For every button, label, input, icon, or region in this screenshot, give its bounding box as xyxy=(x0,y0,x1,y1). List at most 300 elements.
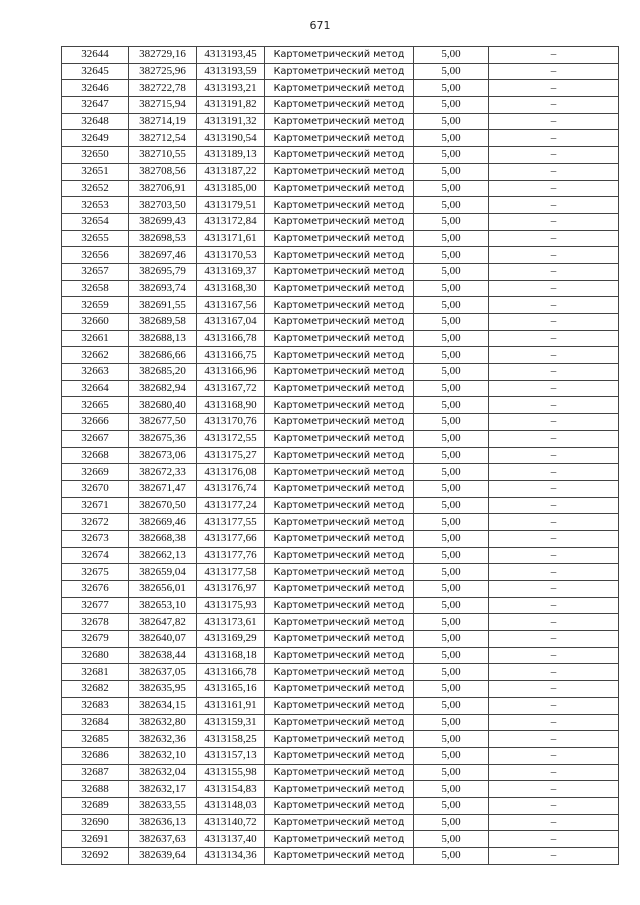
point-number-cell: 32669 xyxy=(62,464,129,481)
table-row xyxy=(62,464,619,481)
method-text: Картометрический метод xyxy=(273,700,405,712)
method-text: Картометрический метод xyxy=(273,166,405,178)
description-cell: – xyxy=(489,380,619,397)
method-text: Картометрический метод xyxy=(273,633,405,645)
y-coordinate-cell: 4313166,96 xyxy=(197,364,265,381)
table-row xyxy=(62,314,619,331)
y-coordinate-cell: 4313169,29 xyxy=(197,631,265,648)
accuracy-value-cell: 5,00 xyxy=(414,347,489,364)
accuracy-value-cell: 5,00 xyxy=(414,97,489,114)
accuracy-value-cell: 5,00 xyxy=(414,197,489,214)
method-cell xyxy=(265,147,414,164)
x-coordinate-cell: 382633,55 xyxy=(129,797,197,814)
point-number-cell: 32675 xyxy=(62,564,129,581)
method-cell xyxy=(265,497,414,514)
method-text: Картометрический метод xyxy=(273,616,405,628)
x-coordinate-cell: 382697,46 xyxy=(129,247,197,264)
x-coordinate-cell: 382632,36 xyxy=(129,731,197,748)
description-cell: – xyxy=(489,47,619,64)
x-coordinate-cell: 382682,94 xyxy=(129,380,197,397)
accuracy-value-cell: 5,00 xyxy=(414,113,489,130)
y-coordinate-cell: 4313173,61 xyxy=(197,614,265,631)
description-cell: – xyxy=(489,414,619,431)
table-row xyxy=(62,514,619,531)
description-cell: – xyxy=(489,514,619,531)
y-coordinate-cell: 4313158,25 xyxy=(197,731,265,748)
method-cell xyxy=(265,314,414,331)
x-coordinate-cell: 382703,50 xyxy=(129,197,197,214)
method-text: Картометрический метод xyxy=(273,733,405,745)
method-text: Картометрический метод xyxy=(273,716,405,728)
y-coordinate-cell: 4313191,82 xyxy=(197,97,265,114)
x-coordinate-cell: 382632,17 xyxy=(129,781,197,798)
point-number-cell: 32673 xyxy=(62,530,129,547)
point-number-cell: 32686 xyxy=(62,747,129,764)
method-text: Картометрический метод xyxy=(273,149,405,161)
x-coordinate-cell: 382677,50 xyxy=(129,414,197,431)
table-row xyxy=(62,681,619,698)
x-coordinate-cell: 382706,91 xyxy=(129,180,197,197)
x-coordinate-cell: 382640,07 xyxy=(129,631,197,648)
accuracy-value-cell: 5,00 xyxy=(414,414,489,431)
y-coordinate-cell: 4313193,59 xyxy=(197,63,265,80)
table-row xyxy=(62,364,619,381)
method-cell xyxy=(265,280,414,297)
method-cell xyxy=(265,797,414,814)
method-cell xyxy=(265,597,414,614)
method-cell xyxy=(265,97,414,114)
point-number-cell: 32661 xyxy=(62,330,129,347)
y-coordinate-cell: 4313167,56 xyxy=(197,297,265,314)
x-coordinate-cell: 382693,74 xyxy=(129,280,197,297)
table-row xyxy=(62,397,619,414)
description-cell: – xyxy=(489,447,619,464)
method-cell xyxy=(265,213,414,230)
x-coordinate-cell: 382708,56 xyxy=(129,163,197,180)
y-coordinate-cell: 4313140,72 xyxy=(197,814,265,831)
description-cell: – xyxy=(489,180,619,197)
y-coordinate-cell: 4313148,03 xyxy=(197,797,265,814)
description-cell: – xyxy=(489,280,619,297)
point-number-cell: 32682 xyxy=(62,681,129,698)
method-text: Картометрический метод xyxy=(273,216,405,228)
method-text: Картометрический метод xyxy=(273,366,405,378)
table-row xyxy=(62,530,619,547)
accuracy-value-cell: 5,00 xyxy=(414,80,489,97)
point-number-cell: 32665 xyxy=(62,397,129,414)
table-row xyxy=(62,347,619,364)
accuracy-value-cell: 5,00 xyxy=(414,480,489,497)
point-number-cell: 32644 xyxy=(62,47,129,64)
table-row xyxy=(62,614,619,631)
table-row xyxy=(62,647,619,664)
description-cell: – xyxy=(489,597,619,614)
accuracy-value-cell: 5,00 xyxy=(414,63,489,80)
table-row xyxy=(62,597,619,614)
table-row xyxy=(62,297,619,314)
accuracy-value-cell: 5,00 xyxy=(414,681,489,698)
table-row xyxy=(62,247,619,264)
y-coordinate-cell: 4313172,55 xyxy=(197,430,265,447)
point-number-cell: 32655 xyxy=(62,230,129,247)
description-cell: – xyxy=(489,347,619,364)
method-text: Картометрический метод xyxy=(273,466,405,478)
method-text: Картометрический метод xyxy=(273,600,405,612)
table-row xyxy=(62,230,619,247)
y-coordinate-cell: 4313159,31 xyxy=(197,714,265,731)
accuracy-value-cell: 5,00 xyxy=(414,697,489,714)
y-coordinate-cell: 4313167,72 xyxy=(197,380,265,397)
y-coordinate-cell: 4313168,18 xyxy=(197,647,265,664)
y-coordinate-cell: 4313167,04 xyxy=(197,314,265,331)
point-number-cell: 32674 xyxy=(62,547,129,564)
x-coordinate-cell: 382695,79 xyxy=(129,263,197,280)
method-cell xyxy=(265,764,414,781)
table-row xyxy=(62,280,619,297)
description-cell: – xyxy=(489,430,619,447)
x-coordinate-cell: 382671,47 xyxy=(129,480,197,497)
description-cell: – xyxy=(489,197,619,214)
table-row xyxy=(62,80,619,97)
method-cell xyxy=(265,831,414,848)
accuracy-value-cell: 5,00 xyxy=(414,848,489,865)
accuracy-value-cell: 5,00 xyxy=(414,747,489,764)
table-row xyxy=(62,47,619,64)
x-coordinate-cell: 382632,10 xyxy=(129,747,197,764)
accuracy-value-cell: 5,00 xyxy=(414,564,489,581)
point-number-cell: 32670 xyxy=(62,480,129,497)
y-coordinate-cell: 4313179,51 xyxy=(197,197,265,214)
method-text: Картометрический метод xyxy=(273,549,405,561)
x-coordinate-cell: 382680,40 xyxy=(129,397,197,414)
method-text: Картометрический метод xyxy=(273,783,405,795)
x-coordinate-cell: 382688,13 xyxy=(129,330,197,347)
method-cell xyxy=(265,631,414,648)
accuracy-value-cell: 5,00 xyxy=(414,547,489,564)
x-coordinate-cell: 382729,16 xyxy=(129,47,197,64)
method-cell xyxy=(265,63,414,80)
point-number-cell: 32684 xyxy=(62,714,129,731)
method-cell xyxy=(265,547,414,564)
method-cell xyxy=(265,380,414,397)
description-cell: – xyxy=(489,664,619,681)
method-cell xyxy=(265,614,414,631)
method-text: Картометрический метод xyxy=(273,282,405,294)
accuracy-value-cell: 5,00 xyxy=(414,631,489,648)
method-text: Картометрический метод xyxy=(273,516,405,528)
accuracy-value-cell: 5,00 xyxy=(414,47,489,64)
table-row xyxy=(62,63,619,80)
x-coordinate-cell: 382632,04 xyxy=(129,764,197,781)
x-coordinate-cell: 382653,10 xyxy=(129,597,197,614)
description-cell: – xyxy=(489,364,619,381)
y-coordinate-cell: 4313177,24 xyxy=(197,497,265,514)
method-cell xyxy=(265,480,414,497)
method-cell xyxy=(265,230,414,247)
point-number-cell: 32645 xyxy=(62,63,129,80)
method-text: Картометрический метод xyxy=(273,499,405,511)
method-text: Картометрический метод xyxy=(273,99,405,111)
point-number-cell: 32690 xyxy=(62,814,129,831)
table-row xyxy=(62,180,619,197)
description-cell: – xyxy=(489,63,619,80)
method-cell xyxy=(265,47,414,64)
accuracy-value-cell: 5,00 xyxy=(414,297,489,314)
table-row xyxy=(62,497,619,514)
description-cell: – xyxy=(489,681,619,698)
x-coordinate-cell: 382637,05 xyxy=(129,664,197,681)
x-coordinate-cell: 382656,01 xyxy=(129,581,197,598)
method-text: Картометрический метод xyxy=(273,683,405,695)
point-number-cell: 32662 xyxy=(62,347,129,364)
table-row xyxy=(62,797,619,814)
method-cell xyxy=(265,414,414,431)
point-number-cell: 32683 xyxy=(62,697,129,714)
x-coordinate-cell: 382689,58 xyxy=(129,314,197,331)
accuracy-value-cell: 5,00 xyxy=(414,781,489,798)
accuracy-value-cell: 5,00 xyxy=(414,714,489,731)
table-row xyxy=(62,547,619,564)
accuracy-value-cell: 5,00 xyxy=(414,213,489,230)
point-number-cell: 32659 xyxy=(62,297,129,314)
y-coordinate-cell: 4313176,74 xyxy=(197,480,265,497)
method-text: Картометрический метод xyxy=(273,299,405,311)
table-row xyxy=(62,581,619,598)
point-number-cell: 32692 xyxy=(62,848,129,865)
table-row xyxy=(62,380,619,397)
accuracy-value-cell: 5,00 xyxy=(414,814,489,831)
x-coordinate-cell: 382639,64 xyxy=(129,848,197,865)
accuracy-value-cell: 5,00 xyxy=(414,831,489,848)
y-coordinate-cell: 4313185,00 xyxy=(197,180,265,197)
accuracy-value-cell: 5,00 xyxy=(414,497,489,514)
x-coordinate-cell: 382685,20 xyxy=(129,364,197,381)
y-coordinate-cell: 4313177,55 xyxy=(197,514,265,531)
point-number-cell: 32668 xyxy=(62,447,129,464)
method-cell xyxy=(265,163,414,180)
accuracy-value-cell: 5,00 xyxy=(414,731,489,748)
table-row xyxy=(62,731,619,748)
accuracy-value-cell: 5,00 xyxy=(414,147,489,164)
method-cell xyxy=(265,197,414,214)
accuracy-value-cell: 5,00 xyxy=(414,581,489,598)
y-coordinate-cell: 4313137,40 xyxy=(197,831,265,848)
y-coordinate-cell: 4313190,54 xyxy=(197,130,265,147)
point-number-cell: 32647 xyxy=(62,97,129,114)
table-row xyxy=(62,330,619,347)
method-text: Картометрический метод xyxy=(273,850,405,862)
method-cell xyxy=(265,530,414,547)
description-cell: – xyxy=(489,163,619,180)
y-coordinate-cell: 4313189,13 xyxy=(197,147,265,164)
point-number-cell: 32681 xyxy=(62,664,129,681)
method-text: Картометрический метод xyxy=(273,66,405,78)
point-number-cell: 32658 xyxy=(62,280,129,297)
method-cell xyxy=(265,514,414,531)
x-coordinate-cell: 382725,96 xyxy=(129,63,197,80)
y-coordinate-cell: 4313154,83 xyxy=(197,781,265,798)
method-cell xyxy=(265,397,414,414)
y-coordinate-cell: 4313155,98 xyxy=(197,764,265,781)
description-cell: – xyxy=(489,714,619,731)
y-coordinate-cell: 4313157,13 xyxy=(197,747,265,764)
description-cell: – xyxy=(489,130,619,147)
table-row xyxy=(62,764,619,781)
y-coordinate-cell: 4313172,84 xyxy=(197,213,265,230)
method-cell xyxy=(265,263,414,280)
method-text: Картометрический метод xyxy=(273,583,405,595)
table-row xyxy=(62,747,619,764)
accuracy-value-cell: 5,00 xyxy=(414,280,489,297)
description-cell: – xyxy=(489,80,619,97)
accuracy-value-cell: 5,00 xyxy=(414,764,489,781)
description-cell: – xyxy=(489,247,619,264)
method-cell xyxy=(265,714,414,731)
y-coordinate-cell: 4313166,75 xyxy=(197,347,265,364)
x-coordinate-cell: 382636,13 xyxy=(129,814,197,831)
method-cell xyxy=(265,447,414,464)
accuracy-value-cell: 5,00 xyxy=(414,364,489,381)
y-coordinate-cell: 4313168,30 xyxy=(197,280,265,297)
method-cell xyxy=(265,347,414,364)
y-coordinate-cell: 4313166,78 xyxy=(197,664,265,681)
description-cell: – xyxy=(489,113,619,130)
description-cell: – xyxy=(489,530,619,547)
y-coordinate-cell: 4313175,93 xyxy=(197,597,265,614)
x-coordinate-cell: 382637,63 xyxy=(129,831,197,848)
table-row xyxy=(62,664,619,681)
description-cell: – xyxy=(489,97,619,114)
x-coordinate-cell: 382662,13 xyxy=(129,547,197,564)
point-number-cell: 32666 xyxy=(62,414,129,431)
point-number-cell: 32656 xyxy=(62,247,129,264)
point-number-cell: 32657 xyxy=(62,263,129,280)
y-coordinate-cell: 4313175,27 xyxy=(197,447,265,464)
accuracy-value-cell: 5,00 xyxy=(414,130,489,147)
description-cell: – xyxy=(489,814,619,831)
y-coordinate-cell: 4313177,66 xyxy=(197,530,265,547)
x-coordinate-cell: 382675,36 xyxy=(129,430,197,447)
method-cell xyxy=(265,747,414,764)
point-number-cell: 32672 xyxy=(62,514,129,531)
accuracy-value-cell: 5,00 xyxy=(414,180,489,197)
y-coordinate-cell: 4313176,08 xyxy=(197,464,265,481)
description-cell: – xyxy=(489,614,619,631)
description-cell: – xyxy=(489,848,619,865)
accuracy-value-cell: 5,00 xyxy=(414,664,489,681)
point-number-cell: 32660 xyxy=(62,314,129,331)
point-number-cell: 32671 xyxy=(62,497,129,514)
method-cell xyxy=(265,848,414,865)
table-row xyxy=(62,147,619,164)
method-cell xyxy=(265,113,414,130)
y-coordinate-cell: 4313193,45 xyxy=(197,47,265,64)
accuracy-value-cell: 5,00 xyxy=(414,163,489,180)
method-text: Картометрический метод xyxy=(273,333,405,345)
method-text: Картометрический метод xyxy=(273,816,405,828)
point-number-cell: 32691 xyxy=(62,831,129,848)
y-coordinate-cell: 4313166,78 xyxy=(197,330,265,347)
description-cell: – xyxy=(489,297,619,314)
x-coordinate-cell: 382668,38 xyxy=(129,530,197,547)
point-number-cell: 32687 xyxy=(62,764,129,781)
method-cell xyxy=(265,781,414,798)
method-text: Картометрический метод xyxy=(273,316,405,328)
description-cell: – xyxy=(489,213,619,230)
accuracy-value-cell: 5,00 xyxy=(414,430,489,447)
method-cell xyxy=(265,430,414,447)
method-text: Картометрический метод xyxy=(273,566,405,578)
method-text: Картометрический метод xyxy=(273,132,405,144)
method-text: Картометрический метод xyxy=(273,433,405,445)
point-number-cell: 32667 xyxy=(62,430,129,447)
method-text: Картометрический метод xyxy=(273,800,405,812)
x-coordinate-cell: 382672,33 xyxy=(129,464,197,481)
x-coordinate-cell: 382691,55 xyxy=(129,297,197,314)
x-coordinate-cell: 382722,78 xyxy=(129,80,197,97)
y-coordinate-cell: 4313176,97 xyxy=(197,581,265,598)
method-cell xyxy=(265,297,414,314)
description-cell: – xyxy=(489,697,619,714)
method-text: Картометрический метод xyxy=(273,399,405,411)
y-coordinate-cell: 4313134,36 xyxy=(197,848,265,865)
table-row xyxy=(62,113,619,130)
description-cell: – xyxy=(489,147,619,164)
description-cell: – xyxy=(489,631,619,648)
y-coordinate-cell: 4313168,90 xyxy=(197,397,265,414)
method-cell xyxy=(265,330,414,347)
description-cell: – xyxy=(489,464,619,481)
method-cell xyxy=(265,647,414,664)
x-coordinate-cell: 382647,82 xyxy=(129,614,197,631)
method-text: Картометрический метод xyxy=(273,116,405,128)
accuracy-value-cell: 5,00 xyxy=(414,447,489,464)
point-number-cell: 32652 xyxy=(62,180,129,197)
method-text: Картометрический метод xyxy=(273,199,405,211)
point-number-cell: 32648 xyxy=(62,113,129,130)
method-cell xyxy=(265,697,414,714)
table-row xyxy=(62,263,619,280)
x-coordinate-cell: 382638,44 xyxy=(129,647,197,664)
coordinates-table xyxy=(61,46,619,865)
table-row xyxy=(62,814,619,831)
accuracy-value-cell: 5,00 xyxy=(414,647,489,664)
accuracy-value-cell: 5,00 xyxy=(414,263,489,280)
description-cell: – xyxy=(489,263,619,280)
description-cell: – xyxy=(489,747,619,764)
table-row xyxy=(62,480,619,497)
point-number-cell: 32654 xyxy=(62,213,129,230)
x-coordinate-cell: 382670,50 xyxy=(129,497,197,514)
point-number-cell: 32677 xyxy=(62,597,129,614)
x-coordinate-cell: 382698,53 xyxy=(129,230,197,247)
method-cell xyxy=(265,80,414,97)
point-number-cell: 32685 xyxy=(62,731,129,748)
accuracy-value-cell: 5,00 xyxy=(414,314,489,331)
point-number-cell: 32651 xyxy=(62,163,129,180)
description-cell: – xyxy=(489,497,619,514)
description-cell: – xyxy=(489,564,619,581)
method-cell xyxy=(265,814,414,831)
table-row xyxy=(62,447,619,464)
method-text: Картометрический метод xyxy=(273,266,405,278)
table-row xyxy=(62,430,619,447)
accuracy-value-cell: 5,00 xyxy=(414,797,489,814)
method-cell xyxy=(265,464,414,481)
table-row xyxy=(62,130,619,147)
method-cell xyxy=(265,180,414,197)
y-coordinate-cell: 4313187,22 xyxy=(197,163,265,180)
